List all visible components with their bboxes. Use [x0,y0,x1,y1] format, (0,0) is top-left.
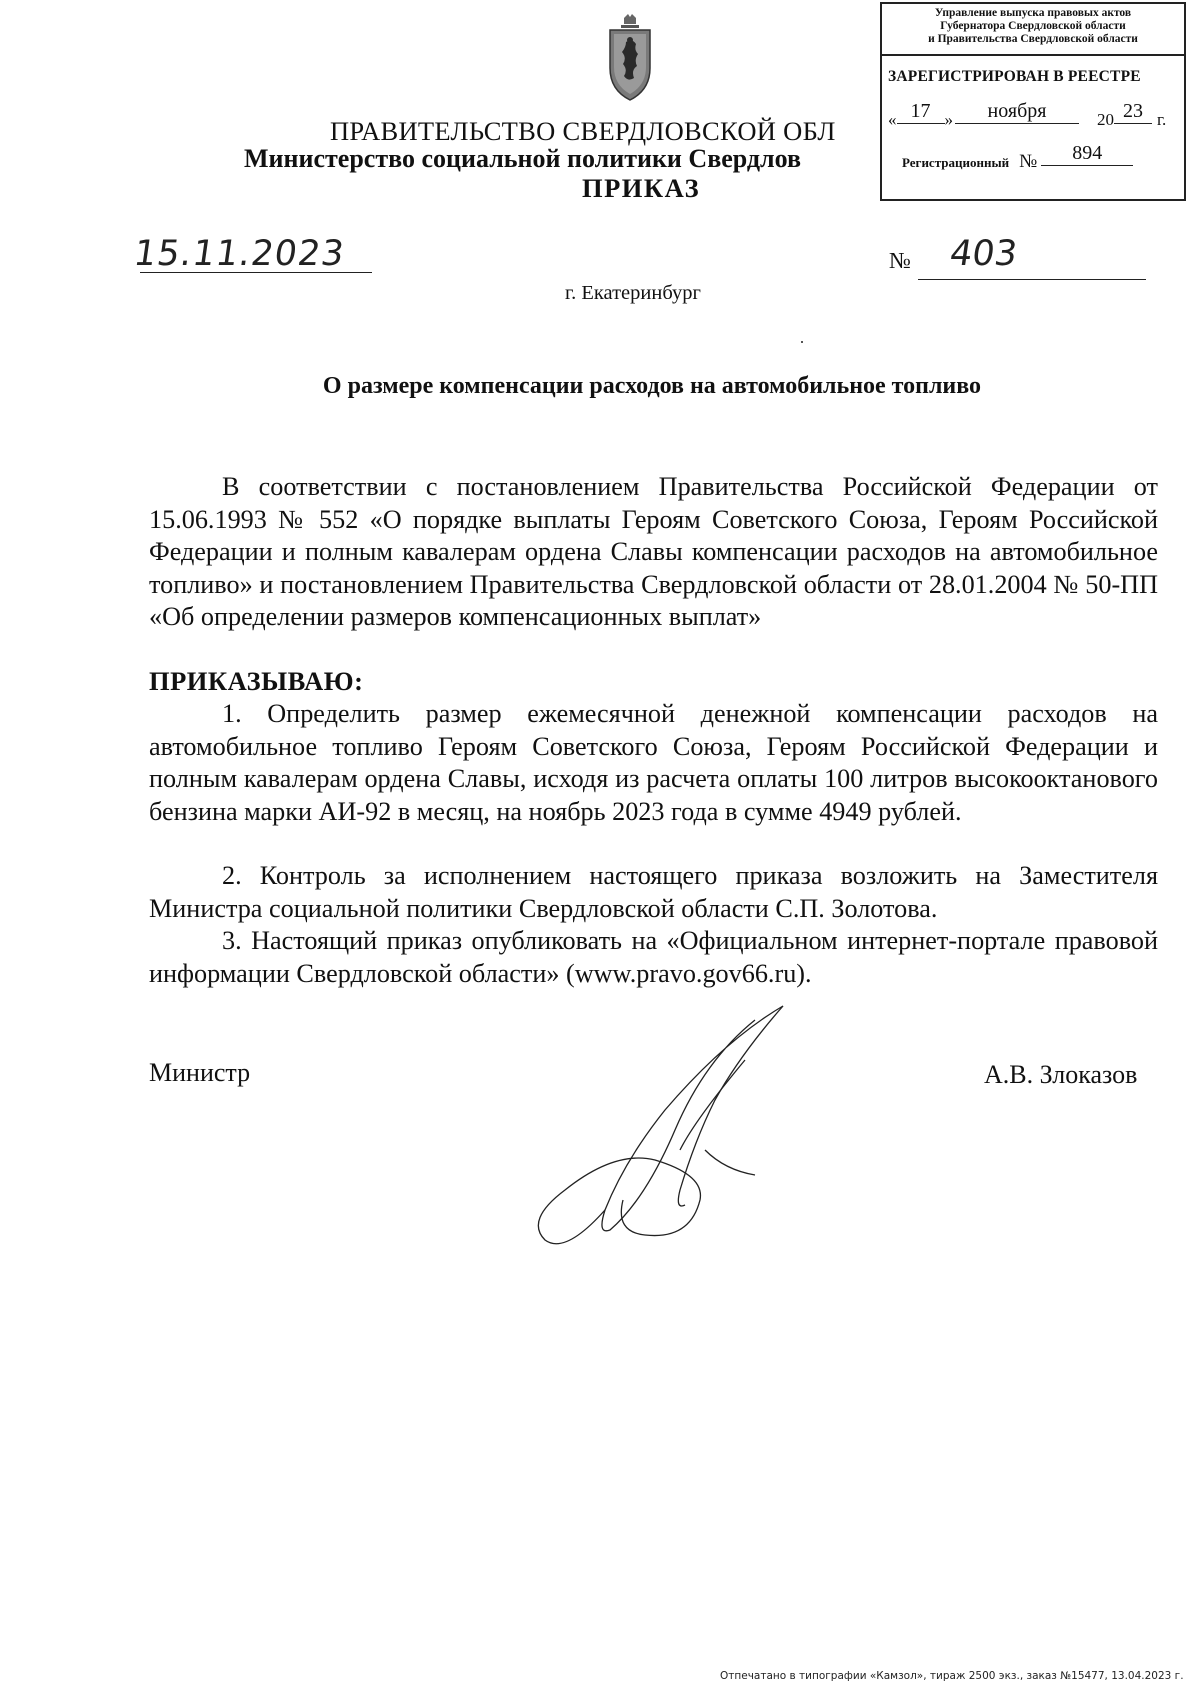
office-line: Губернатора Свердловской области [940,20,1126,32]
order-directive: ПРИКАЗЫВАЮ: [149,666,364,696]
order-item-3: 3. Настоящий приказ опубликовать на «Официальном интернет-портале правовой информации Свердловской области» (www.pravo.gov66.ru). [149,926,1158,988]
order-number: 403 [947,234,1020,274]
number-label: Регистрационный [902,155,1010,170]
number-underline [918,279,1146,280]
registration-stamp [880,2,1186,201]
order-date: 15.11.2023 [131,234,348,274]
city: г. Екатеринбург [565,282,701,304]
print-info: Отпечатано в типографии «Камзол», тираж 2500 экз., заказ №15477, 13.04.2023 г. [720,1670,1184,1682]
coat-of-arms-icon [604,12,656,102]
order-item-2: 2. Контроль за исполнением настоящего приказа возложить на Заместителя Министра социальной политики Свердловской области С.П. Золотова. [149,861,1158,923]
order-number-label: № [889,248,911,273]
registration-date [888,100,1167,132]
office-line: и Правительства Свердловской области [928,33,1138,45]
office-line: Управление выпуска правовых актов [934,7,1132,19]
order-title: О размере компенсации расходов на автомобильное топливо [322,373,982,399]
quote-open: « [888,110,897,129]
year-unit: г. [1157,110,1167,129]
order-item-1: 1. Определить размер ежемесячной денежной компенсации расходов на автомобильное топливо Героям Советского Союза, Героям Российской Федерации и полным кавалерам ордена Славы, исходя из расчета оплаты 100 литров высокооктанового бензина марки АИ-92 в месяц, на ноябрь 2023 года в сумме 4949 рублей. [149,699,1158,826]
registration-number [902,142,1133,174]
scan-speck [801,341,803,343]
registration-title: ЗАРЕГИСТРИРОВАН В РЕЕСТРЕ [888,68,1141,85]
registration-year: 23 [1123,100,1143,122]
date-underline [140,272,372,273]
preamble-paragraph: В соответствии с постановлением Правительства Российской Федерации от 15.06.1993 № 552 «О порядке выплаты Героям Советского Союза, Героям Российской Федерации и полным кавалерам ордена Славы компенсации расходов на автомобильное топливо» и постановлением Правительства Свердловской области от 28.01.2004 № 50-ПП «Об определении размеров компенсационных выплат» [149,472,1158,631]
ministry-title: Министерство социальной политики Свердлов [244,144,802,173]
registration-number-value: 894 [1072,142,1103,164]
government-title: ПРАВИТЕЛЬСТВО СВЕРДЛОВСКОЙ ОБЛ [330,116,836,146]
registration-day: 17 [910,100,931,122]
handwritten-signature-icon [505,1000,805,1270]
signer-name: А.В. Злоказов [984,1060,1138,1089]
stamp-divider [882,54,1184,56]
year-prefix: 20 [1097,110,1114,129]
number-sign: № [1019,151,1038,172]
registration-month: ноября [987,100,1047,122]
signer-role: Министр [149,1058,251,1087]
quote-close: » [944,110,953,129]
document-type: ПРИКАЗ [582,173,701,203]
registration-office [882,7,1184,46]
